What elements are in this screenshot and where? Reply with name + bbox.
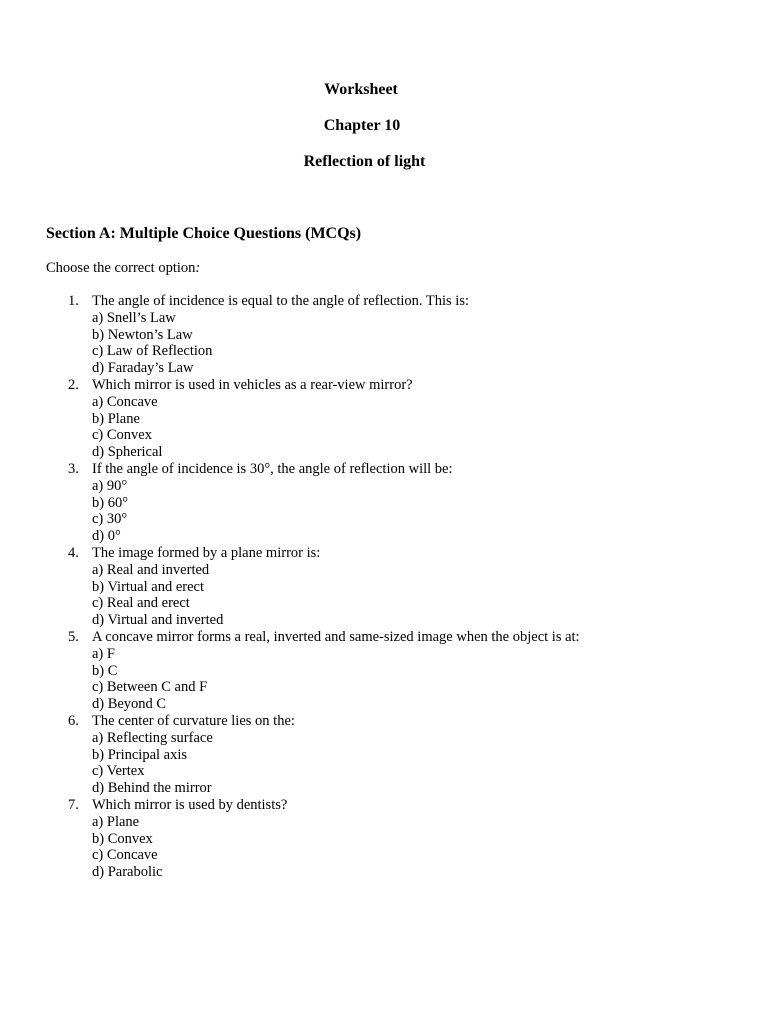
answer-option: a) Real and inverted	[92, 561, 210, 578]
answer-option: d) Spherical	[92, 444, 163, 461]
answer-option: d) Faraday’s Law	[92, 360, 194, 377]
instruction-colon: :	[195, 260, 201, 276]
answer-option: c) Vertex	[92, 763, 145, 780]
question-item	[0, 461, 580, 545]
topic-heading: Reflection of light	[303, 153, 426, 170]
answer-option: c) Concave	[92, 847, 158, 864]
question-item	[0, 377, 580, 461]
instruction-label: Choose the correct option	[46, 260, 196, 276]
answer-option: c) Law of Reflection	[92, 343, 213, 360]
answer-option: a) 90°	[92, 477, 128, 494]
question-number: 2.	[68, 376, 79, 393]
question-number: 6.	[68, 712, 79, 729]
question-text: Which mirror is used by dentists?	[92, 796, 288, 813]
answer-option: c) Convex	[92, 427, 152, 444]
answer-option: d) Behind the mirror	[92, 780, 212, 797]
question-text: If the angle of incidence is 30°, the angle of reflection will be:	[92, 460, 453, 477]
question-item	[0, 545, 580, 629]
answer-option: d) Parabolic	[92, 864, 163, 881]
answer-option: d) 0°	[92, 528, 121, 545]
question-text: Which mirror is used in vehicles as a rear-view mirror?	[92, 376, 413, 393]
question-item	[0, 797, 580, 881]
question-number: 5.	[68, 628, 79, 645]
answer-option: c) Real and erect	[92, 595, 190, 612]
question-text: The image formed by a plane mirror is:	[92, 544, 321, 561]
instruction-text	[46, 259, 200, 277]
question-item	[0, 713, 580, 797]
answer-option: a) Reflecting surface	[92, 729, 213, 746]
section-heading: Section A: Multiple Choice Questions (MCQs)	[46, 225, 362, 242]
question-number: 7.	[68, 796, 79, 813]
question-number: 1.	[68, 293, 79, 309]
question-text: The center of curvature lies on the:	[92, 712, 295, 729]
answer-option: b) C	[92, 662, 118, 679]
answer-option: d) Beyond C	[92, 696, 167, 713]
answer-option: b) Convex	[92, 830, 153, 847]
answer-option: b) Principal axis	[92, 746, 188, 763]
answer-option: c) 30°	[92, 511, 128, 528]
question-text: The angle of incidence is equal to the angle of reflection. This is:	[92, 293, 470, 309]
question-item	[0, 293, 580, 377]
answer-option: d) Virtual and inverted	[92, 612, 224, 629]
chapter-heading: Chapter 10	[323, 117, 401, 134]
answer-option: b) Plane	[92, 410, 140, 427]
answer-option: a) Concave	[92, 393, 158, 410]
question-text: A concave mirror forms a real, inverted and same-sized image when the object is at:	[92, 628, 580, 645]
answer-option: a) Plane	[92, 813, 140, 830]
answer-option: b) Virtual and erect	[92, 578, 204, 595]
question-number: 3.	[68, 460, 79, 477]
question-list	[0, 293, 580, 881]
question-number: 4.	[68, 544, 79, 561]
answer-option: a) F	[92, 645, 115, 662]
answer-option: b) 60°	[92, 494, 129, 511]
question-item	[0, 629, 580, 713]
answer-option: c) Between C and F	[92, 679, 208, 696]
worksheet-title: Worksheet	[324, 81, 398, 98]
answer-option: a) Snell’s Law	[92, 309, 176, 326]
answer-option: b) Newton’s Law	[92, 326, 193, 343]
